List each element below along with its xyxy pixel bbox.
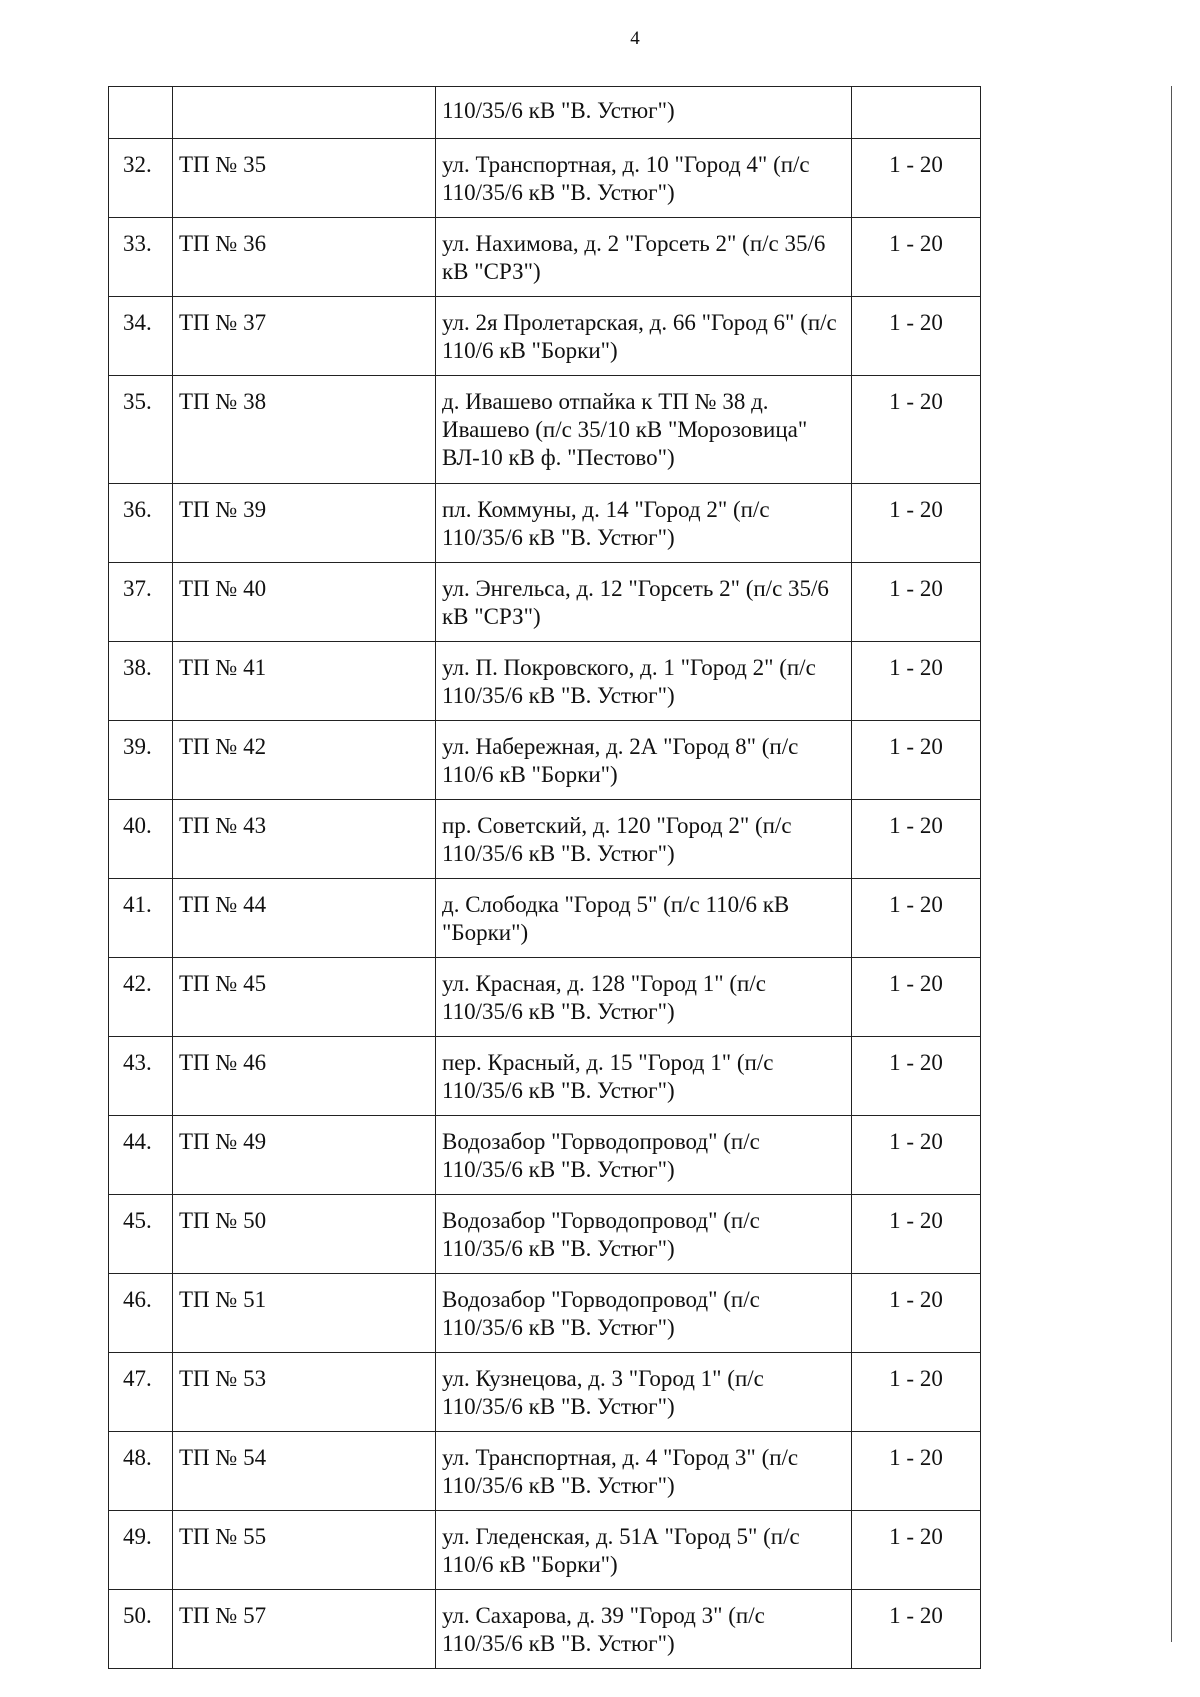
margin-rule <box>1171 86 1172 1642</box>
cell-address: д. Ивашево отпайка к ТП № 38 д. Ивашево (п/с 35/10 кВ "Морозовица" ВЛ-10 кВ ф. "Пестово") <box>436 376 852 484</box>
page-number: 4 <box>630 28 640 49</box>
cell-range: 1 - 20 <box>852 1037 981 1116</box>
cell-address: ул. Энгельса, д. 12 "Горсеть 2" (п/с 35/6 кВ "СРЗ") <box>436 563 852 642</box>
cell-range: 1 - 20 <box>852 376 981 484</box>
cell-name: ТП № 41 <box>173 642 436 721</box>
cell-num: 40. <box>109 800 173 879</box>
cell-range: 1 - 20 <box>852 563 981 642</box>
table-row <box>109 1195 981 1274</box>
cell-range: 1 - 20 <box>852 1353 981 1432</box>
cell-num: 37. <box>109 563 173 642</box>
cell-name: ТП № 49 <box>173 1116 436 1195</box>
table-row <box>109 1037 981 1116</box>
cell-name: ТП № 43 <box>173 800 436 879</box>
table-row <box>109 139 981 218</box>
cell-range: 1 - 20 <box>852 484 981 563</box>
cell-name: ТП № 39 <box>173 484 436 563</box>
cell-range: 1 - 20 <box>852 958 981 1037</box>
cell-range: 1 - 20 <box>852 1195 981 1274</box>
cell-num: 50. <box>109 1590 173 1669</box>
cell-num: 33. <box>109 218 173 297</box>
cell-num: 32. <box>109 139 173 218</box>
cell-name: ТП № 40 <box>173 563 436 642</box>
table-row <box>109 1274 981 1353</box>
cell-address: ул. Кузнецова, д. 3 "Город 1" (п/с 110/35/6 кВ "В. Устюг") <box>436 1353 852 1432</box>
table-row <box>109 1432 981 1511</box>
table-row <box>109 484 981 563</box>
cell-num: 41. <box>109 879 173 958</box>
cell-range: 1 - 20 <box>852 139 981 218</box>
cell-address: ул. Сахарова, д. 39 "Город 3" (п/с 110/35/6 кВ "В. Устюг") <box>436 1590 852 1669</box>
cell-range: 1 - 20 <box>852 879 981 958</box>
cell-range: 1 - 20 <box>852 1511 981 1590</box>
cell-name: ТП № 50 <box>173 1195 436 1274</box>
table-row <box>109 1590 981 1669</box>
cell-name: ТП № 45 <box>173 958 436 1037</box>
cell-num: 49. <box>109 1511 173 1590</box>
cell-name: ТП № 44 <box>173 879 436 958</box>
table-row <box>109 297 981 376</box>
cell-name: ТП № 53 <box>173 1353 436 1432</box>
table-row <box>109 958 981 1037</box>
table-row <box>109 642 981 721</box>
cell-name: ТП № 37 <box>173 297 436 376</box>
table-row <box>109 563 981 642</box>
cell-range: 1 - 20 <box>852 1432 981 1511</box>
table-row <box>109 1116 981 1195</box>
table-row <box>109 1353 981 1432</box>
cell-num: 48. <box>109 1432 173 1511</box>
cell-num: 35. <box>109 376 173 484</box>
cell-name: ТП № 55 <box>173 1511 436 1590</box>
cell-range: 1 - 20 <box>852 721 981 800</box>
table-body <box>109 87 981 1669</box>
cell-address: ул. Красная, д. 128 "Город 1" (п/с 110/35/6 кВ "В. Устюг") <box>436 958 852 1037</box>
cell-address: пр. Советский, д. 120 "Город 2" (п/с 110/35/6 кВ "В. Устюг") <box>436 800 852 879</box>
cell-num: 38. <box>109 642 173 721</box>
cell-address: ул. Набережная, д. 2А "Город 8" (п/с 110/6 кВ "Борки") <box>436 721 852 800</box>
cell-address: д. Слободка "Город 5" (п/с 110/6 кВ "Борки") <box>436 879 852 958</box>
cell-address: ул. П. Покровского, д. 1 "Город 2" (п/с 110/35/6 кВ "В. Устюг") <box>436 642 852 721</box>
cell-address: Водозабор "Горводопровод" (п/с 110/35/6 кВ "В. Устюг") <box>436 1195 852 1274</box>
cell-name: ТП № 51 <box>173 1274 436 1353</box>
cell-name: ТП № 42 <box>173 721 436 800</box>
cell-name: ТП № 35 <box>173 139 436 218</box>
cell-num: 42. <box>109 958 173 1037</box>
cell-name: ТП № 38 <box>173 376 436 484</box>
cell-address: ул. Транспортная, д. 4 "Город 3" (п/с 110/35/6 кВ "В. Устюг") <box>436 1432 852 1511</box>
cell-num: 46. <box>109 1274 173 1353</box>
cell-range: 1 - 20 <box>852 1590 981 1669</box>
cell-range: 1 - 20 <box>852 642 981 721</box>
cell-range: 1 - 20 <box>852 1116 981 1195</box>
cell-address: Водозабор "Горводопровод" (п/с 110/35/6 кВ "В. Устюг") <box>436 1274 852 1353</box>
table-row <box>109 800 981 879</box>
cell-address: 110/35/6 кВ "В. Устюг") <box>436 87 852 139</box>
cell-range: 1 - 20 <box>852 800 981 879</box>
table-row <box>109 1511 981 1590</box>
table-row <box>109 376 981 484</box>
table-row-continuation <box>109 87 981 139</box>
cell-name: ТП № 57 <box>173 1590 436 1669</box>
cell-num: 39. <box>109 721 173 800</box>
table-row <box>109 879 981 958</box>
cell-name <box>173 87 436 139</box>
substation-table <box>108 86 981 1669</box>
cell-address: ул. Нахимова, д. 2 "Горсеть 2" (п/с 35/6 кВ "СРЗ") <box>436 218 852 297</box>
cell-num <box>109 87 173 139</box>
cell-num: 43. <box>109 1037 173 1116</box>
table-row <box>109 218 981 297</box>
cell-address: ул. Гледенская, д. 51А "Город 5" (п/с 110/6 кВ "Борки") <box>436 1511 852 1590</box>
cell-name: ТП № 54 <box>173 1432 436 1511</box>
cell-address: ул. Транспортная, д. 10 "Город 4" (п/с 110/35/6 кВ "В. Устюг") <box>436 139 852 218</box>
cell-num: 45. <box>109 1195 173 1274</box>
cell-address: пл. Коммуны, д. 14 "Город 2" (п/с 110/35/6 кВ "В. Устюг") <box>436 484 852 563</box>
cell-range <box>852 87 981 139</box>
cell-range: 1 - 20 <box>852 218 981 297</box>
cell-name: ТП № 36 <box>173 218 436 297</box>
cell-range: 1 - 20 <box>852 1274 981 1353</box>
cell-num: 47. <box>109 1353 173 1432</box>
cell-address: Водозабор "Горводопровод" (п/с 110/35/6 кВ "В. Устюг") <box>436 1116 852 1195</box>
cell-num: 44. <box>109 1116 173 1195</box>
cell-num: 36. <box>109 484 173 563</box>
cell-address: ул. 2я Пролетарская, д. 66 "Город 6" (п/с 110/6 кВ "Борки") <box>436 297 852 376</box>
table-row <box>109 721 981 800</box>
cell-address: пер. Красный, д. 15 "Город 1" (п/с 110/35/6 кВ "В. Устюг") <box>436 1037 852 1116</box>
cell-range: 1 - 20 <box>852 297 981 376</box>
cell-name: ТП № 46 <box>173 1037 436 1116</box>
cell-num: 34. <box>109 297 173 376</box>
